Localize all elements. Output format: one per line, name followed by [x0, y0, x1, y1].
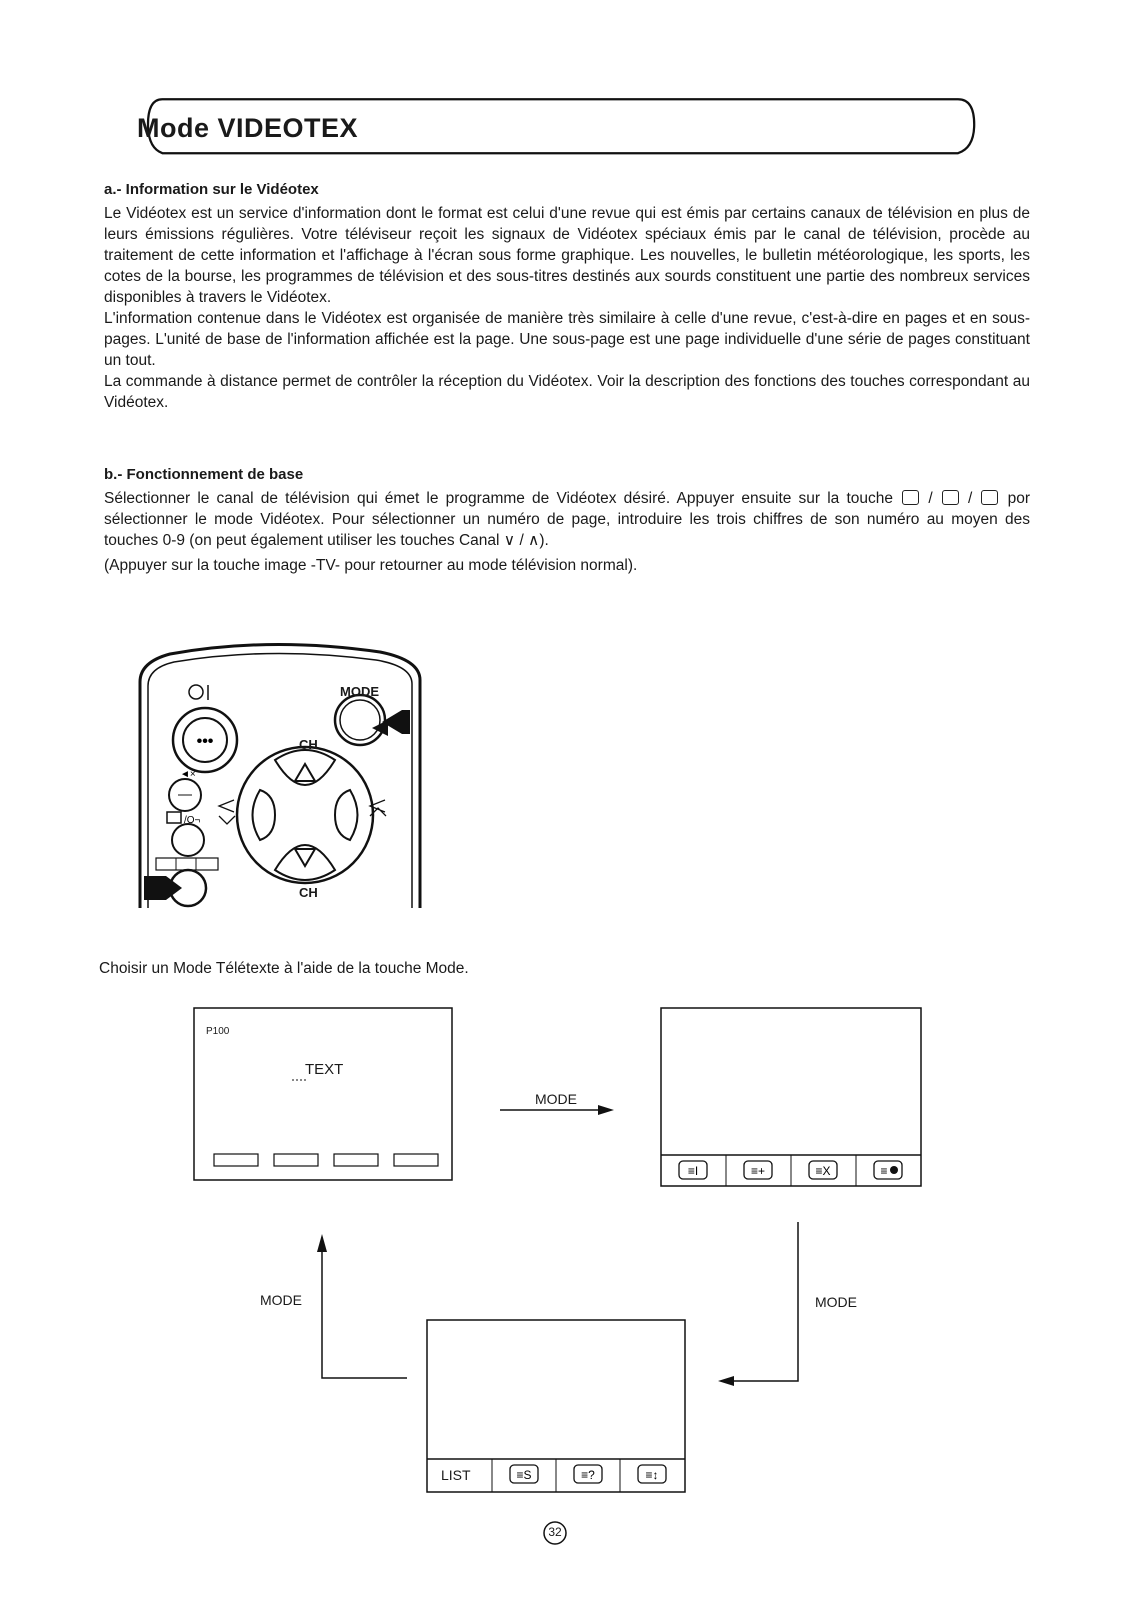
svg-text:≡: ≡ — [880, 1164, 888, 1178]
svg-text:≡S: ≡S — [516, 1468, 532, 1482]
section-a-paragraph-1: Le Vidéotex est un service d'information dont le format est celui d'une revue qui est émis par certains canaux de télévision en plus de leurs émissions régulières. Votre téléviseur reçoit les signaux de Vidéotex spéciaux émis par le canal de télévision, procède au traitement de cette information et l'affichage à l'écran sous forme graphique. Les nouvelles, le bulletin météorologique, les sports, les cotes de la bourse, les programmes de télévision et des sous-titres destinés aux sourds constituent une partie des nombreux services disponibles à travers le Vidéotex. — [104, 205, 1030, 306]
svg-text:•••: ••• — [196, 733, 214, 750]
section-b-paragraph-1: Sélectionner le canal de télévision qui émet le programme de Vidéotex désiré. Appuyer ensuite sur la touche / / por sélectionner le mode Vidéotex. Pour sélectionner un numéro de page, introduire les trois chiffres de son numéro au moyen des touches 0-9 (on peut également utiliser les touches Canal ∨ / ∧). — [104, 490, 1031, 549]
reveal-icon — [874, 1161, 902, 1179]
svg-text:≡+: ≡+ — [750, 1164, 766, 1178]
section-a-paragraph-2: L'information contenue dans le Vidéotex est organisée de manière très similaire à celle d'une revue, c'est-à-dire en pages et en sous-pages. L'unité de base de l'information affichée est la page. Une sous-page est une page individuelle d'une série de pages constituant un tout. — [104, 310, 1030, 369]
arrow-left-up — [322, 1244, 407, 1378]
section-a-paragraph-3: La commande à distance permet de contrôler la réception du Vidéotex. Voir la description des fonctions des touches correspondant au Vidéotex. — [104, 373, 1030, 411]
section-b-paragraph-2: (Appuyer sur la touche image -TV- pour retourner au mode télévision normal). — [104, 557, 638, 574]
index-icon — [744, 1161, 772, 1179]
page-number: 32 — [548, 1525, 562, 1539]
mute-icon: ◄× — [180, 769, 196, 780]
remote-ch-down-label: CH — [299, 885, 318, 900]
text-mix-tv-icon — [156, 858, 218, 870]
section-a-body — [104, 203, 1030, 413]
mode-label-left: MODE — [260, 1292, 302, 1308]
section-b-text-1: Sélectionner le canal de télévision qui émet le programme de Vidéotex désiré. Appuyer ensuite sur la touche — [104, 490, 893, 507]
svg-text:≡↕: ≡↕ — [645, 1468, 659, 1482]
subpage-icon — [510, 1465, 538, 1483]
arrow-pointer-text-icon — [144, 876, 182, 900]
remote-control-illustration — [130, 640, 430, 930]
screen-text-label: TEXT — [305, 1061, 344, 1078]
tv-key-icon — [981, 490, 998, 505]
power-icon — [189, 685, 208, 700]
page-title: Mode VIDEOTEX — [137, 113, 359, 143]
svg-text:≡?: ≡? — [581, 1468, 595, 1482]
svg-text:≡I: ≡I — [687, 1164, 699, 1178]
cancel-icon — [809, 1161, 837, 1179]
arrow-down-left — [728, 1222, 798, 1381]
screen-text — [194, 1008, 452, 1180]
mode-label-right: MODE — [815, 1294, 857, 1310]
section-b-title: b.- Fonctionnement de base — [104, 466, 304, 483]
section-b-text-2: por sélectionner le mode Vidéotex. Pour sélectionner un numéro de page, introduire les trois chiffres de son numéro au moyen des touches 0-9 (on peut également utiliser les touches Canal ∨ / ∧). — [104, 490, 1031, 549]
screen-page-code: P100 — [206, 1026, 230, 1037]
teletext-key-icon — [902, 490, 919, 505]
hold-icon — [167, 812, 181, 823]
svg-text:≡X: ≡X — [815, 1164, 831, 1178]
caption: Choisir un Mode Télétexte à l'aide de la touche Mode. — [99, 960, 469, 977]
screen-list-label: LIST — [441, 1467, 471, 1483]
mode-label-top: MODE — [535, 1091, 577, 1107]
section-b-body — [104, 488, 1030, 576]
mix-key-icon — [942, 490, 959, 505]
info-icon — [679, 1161, 707, 1179]
volume-down-icon — [219, 800, 235, 824]
remote-ch-up-label: CH — [299, 737, 318, 752]
reveal-question-icon — [574, 1465, 602, 1483]
remote-mode-label: MODE — [340, 684, 379, 699]
svg-text:/O¬: /O¬ — [184, 815, 201, 826]
screen-graphic — [661, 1008, 921, 1186]
section-a-title: a.- Information sur le Vidéotex — [104, 181, 319, 198]
size-icon — [638, 1465, 666, 1483]
